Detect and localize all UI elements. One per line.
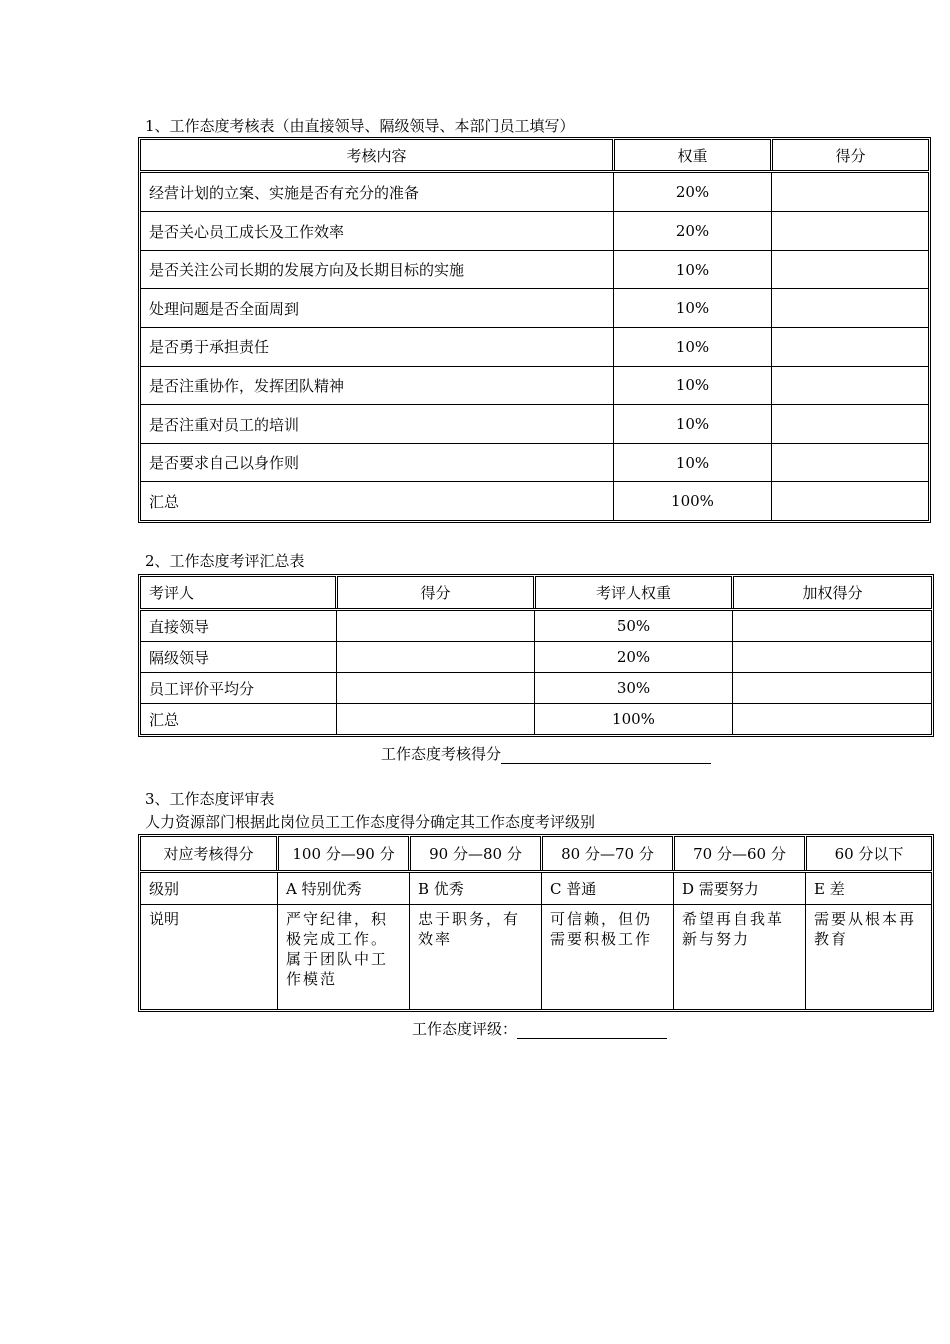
score-cell[interactable]	[772, 289, 929, 328]
table-row-total	[141, 482, 929, 521]
weight-cell: 20%	[535, 642, 733, 673]
header-score: 得分	[772, 140, 929, 172]
header-weighted-score: 加权得分	[733, 577, 932, 610]
table-row	[141, 172, 929, 212]
header-range-a: 100 分—90 分	[278, 837, 410, 872]
weight-cell: 20%	[614, 212, 772, 251]
attitude-score-signature	[381, 743, 711, 764]
level-cell: E 差	[806, 872, 932, 905]
weight-cell: 20%	[614, 172, 772, 212]
weighted-cell[interactable]	[733, 704, 932, 735]
header-score-range: 对应考核得分	[141, 837, 278, 872]
score-cell[interactable]	[337, 704, 535, 735]
description-cell: 忠于职务，有效率	[410, 905, 542, 1010]
section1-caption: 1、工作态度考核表（由直接领导、隔级领导、本部门员工填写）	[145, 117, 575, 135]
header-range-e: 60 分以下	[806, 837, 932, 872]
section3-subcaption: 人力资源部门根据此岗位员工工作态度得分确定其工作态度考评级别	[145, 813, 596, 831]
section2-caption: 2、工作态度考评汇总表	[145, 552, 305, 570]
rater-cell: 员工评价平均分	[141, 673, 337, 704]
attitude-assessment-table	[138, 137, 931, 523]
score-cell[interactable]	[772, 250, 929, 289]
level-label: 级别	[141, 872, 278, 905]
item-cell: 处理问题是否全面周到	[141, 289, 614, 328]
rater-cell: 直接领导	[141, 610, 337, 642]
table-row	[141, 328, 929, 367]
score-cell[interactable]	[772, 212, 929, 251]
rater-summary-table	[138, 574, 934, 737]
table-header-row	[141, 577, 932, 610]
score-cell[interactable]	[772, 366, 929, 405]
score-cell[interactable]	[337, 610, 535, 642]
table-row	[141, 673, 932, 704]
item-cell: 汇总	[141, 482, 614, 521]
description-cell: 可信赖，但仍需要积极工作	[542, 905, 674, 1010]
weight-cell: 10%	[614, 443, 772, 482]
level-cell: D 需要努力	[674, 872, 806, 905]
weight-cell: 50%	[535, 610, 733, 642]
item-cell: 是否勇于承担责任	[141, 328, 614, 367]
level-cell: B 优秀	[410, 872, 542, 905]
item-cell: 是否要求自己以身作则	[141, 443, 614, 482]
table-row	[141, 443, 929, 482]
weight-cell: 10%	[614, 405, 772, 444]
table-row	[141, 610, 932, 642]
level-cell: C 普通	[542, 872, 674, 905]
header-range-b: 90 分—80 分	[410, 837, 542, 872]
weight-cell: 10%	[614, 366, 772, 405]
attitude-rating-label: 工作态度评级：	[412, 1020, 518, 1038]
header-weight: 权重	[614, 140, 772, 172]
description-cell: 希望再自我革新与努力	[674, 905, 806, 1010]
weight-cell: 10%	[614, 289, 772, 328]
rating-review-table	[138, 834, 934, 1012]
attitude-score-label: 工作态度考核得分	[381, 745, 502, 763]
section3-caption: 3、工作态度评审表	[145, 790, 275, 808]
table-row	[141, 366, 929, 405]
header-score: 得分	[337, 577, 535, 610]
weight-cell: 10%	[614, 250, 772, 289]
level-row	[141, 872, 932, 905]
score-cell[interactable]	[772, 482, 929, 521]
attitude-score-blank[interactable]	[501, 749, 711, 764]
header-content: 考核内容	[141, 140, 614, 172]
rater-cell: 汇总	[141, 704, 337, 735]
weight-cell: 100%	[535, 704, 733, 735]
weighted-cell[interactable]	[733, 642, 932, 673]
attitude-rating-signature	[412, 1018, 667, 1039]
table-row	[141, 642, 932, 673]
table-row	[141, 212, 929, 251]
table-row-total	[141, 704, 932, 735]
header-range-d: 70 分—60 分	[674, 837, 806, 872]
description-row	[141, 905, 932, 1010]
score-cell[interactable]	[337, 673, 535, 704]
item-cell: 是否关心员工成长及工作效率	[141, 212, 614, 251]
item-cell: 是否注重对员工的培训	[141, 405, 614, 444]
table-row	[141, 405, 929, 444]
score-cell[interactable]	[772, 443, 929, 482]
table-header-row	[141, 140, 929, 172]
item-cell: 是否关注公司长期的发展方向及长期目标的实施	[141, 250, 614, 289]
table-header-row	[141, 837, 932, 872]
weight-cell: 10%	[614, 328, 772, 367]
description-cell: 需要从根本再教育	[806, 905, 932, 1010]
level-cell: A 特别优秀	[278, 872, 410, 905]
score-cell[interactable]	[337, 642, 535, 673]
table-row	[141, 289, 929, 328]
rater-cell: 隔级领导	[141, 642, 337, 673]
score-cell[interactable]	[772, 172, 929, 212]
header-range-c: 80 分—70 分	[542, 837, 674, 872]
description-label: 说明	[141, 905, 278, 1010]
header-rater-weight: 考评人权重	[535, 577, 733, 610]
score-cell[interactable]	[772, 405, 929, 444]
weighted-cell[interactable]	[733, 673, 932, 704]
item-cell: 是否注重协作，发挥团队精神	[141, 366, 614, 405]
score-cell[interactable]	[772, 328, 929, 367]
table-row	[141, 250, 929, 289]
weighted-cell[interactable]	[733, 610, 932, 642]
attitude-rating-blank[interactable]	[517, 1024, 667, 1039]
description-cell: 严守纪律，积极完成工作。属于团队中工作模范	[278, 905, 410, 1010]
weight-cell: 100%	[614, 482, 772, 521]
header-rater: 考评人	[141, 577, 337, 610]
weight-cell: 30%	[535, 673, 733, 704]
item-cell: 经营计划的立案、实施是否有充分的准备	[141, 172, 614, 212]
